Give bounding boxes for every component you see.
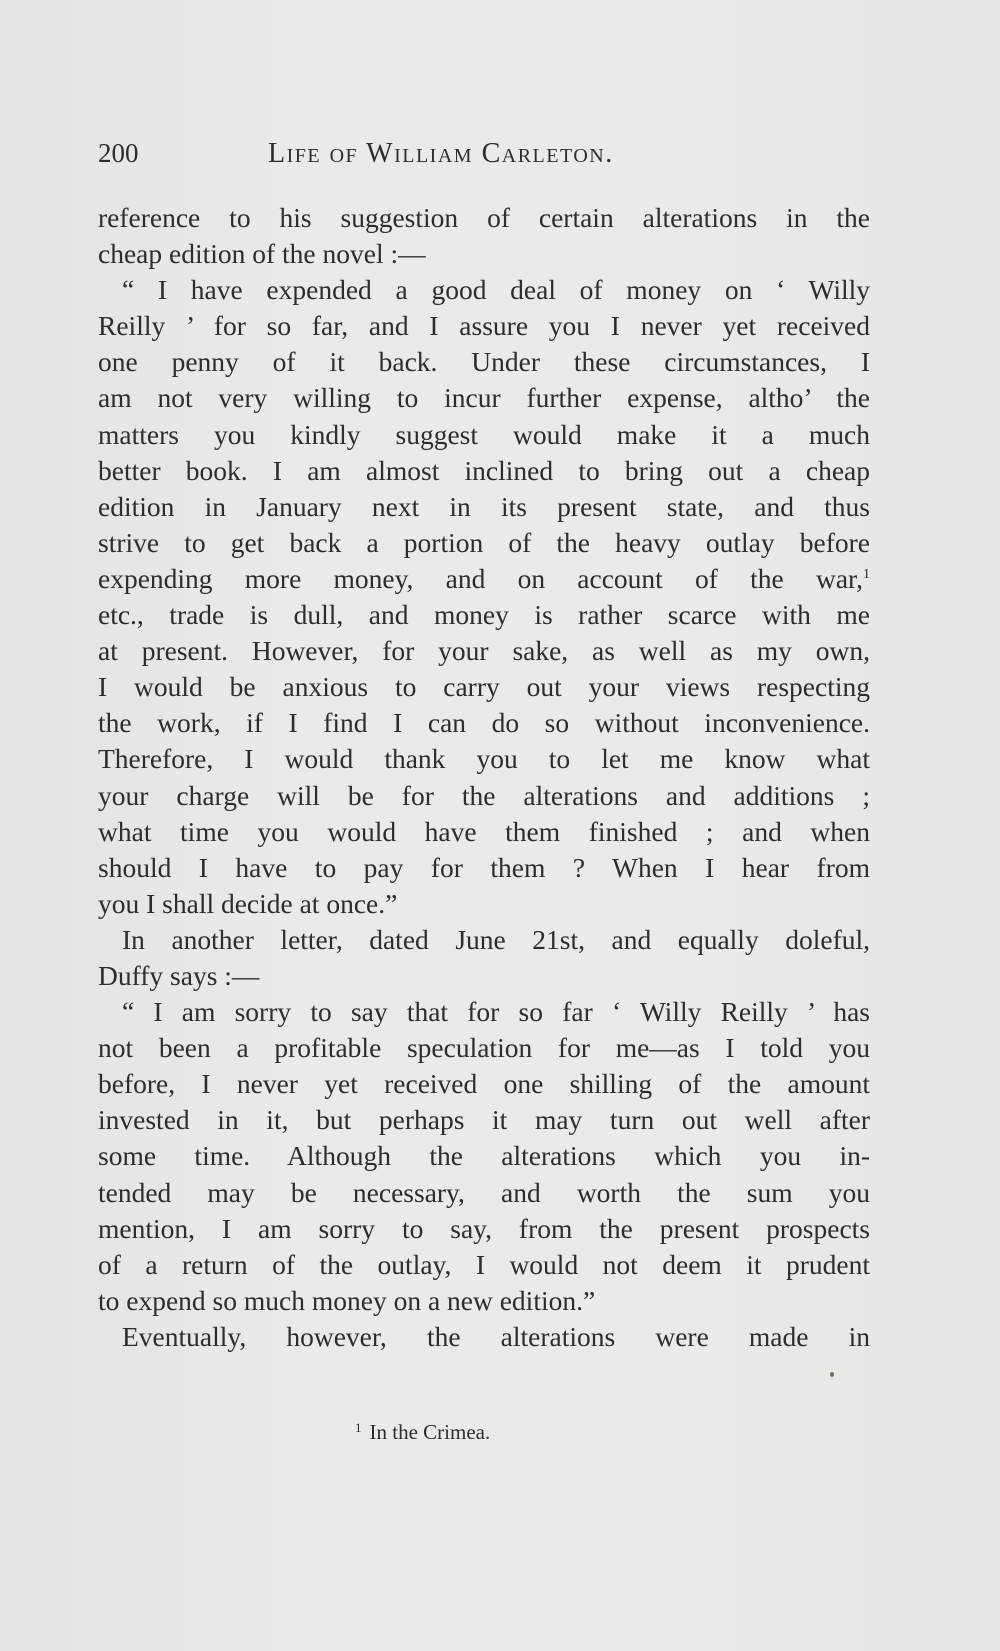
text-line: better book. I am almost inclined to bring out a cheap [98, 454, 870, 486]
running-title: Life of William Carleton. [268, 138, 614, 169]
text-line: am not very willing to incur further expense, altho’ the [98, 382, 870, 414]
text-line: Reilly ’ for so far, and I assure you I never yet received [98, 310, 870, 342]
text-line: not been a profitable speculation for me—as I told you [98, 1032, 870, 1064]
footnote [355, 1420, 490, 1445]
footnote-mark: 1 [355, 1420, 362, 1435]
text-line: of a return of the outlay, I would not deem it prudent [98, 1248, 870, 1280]
text-line-content: expending more money, and on account of the war, [98, 562, 863, 594]
text-line: invested in it, but perhaps it may turn out well after [98, 1104, 870, 1136]
text-line: to expend so much money on a new edition.” [98, 1284, 596, 1316]
text-line: should I have to pay for them ? When I hear from [98, 851, 870, 883]
text-line: edition in January next in its present state, and thus [98, 490, 870, 522]
text-line: strive to get back a portion of the heavy outlay before [98, 526, 870, 558]
text-line: your charge will be for the alterations and additions ; [98, 779, 870, 811]
text-line: Therefore, I would thank you to let me know what [98, 743, 870, 775]
page-number: 200 [98, 138, 139, 168]
text-line: before, I never yet received one shilling of the amount [98, 1068, 870, 1100]
text-line: some time. Although the alterations which you in- [98, 1140, 870, 1172]
text-line: you I shall decide at once.” [98, 887, 398, 919]
ink-speck [830, 1372, 834, 1377]
text-line: matters you kindly suggest would make it a much [98, 418, 870, 450]
text-line: Duffy says :— [98, 959, 260, 991]
text-line: “ I am sorry to say that for so far ‘ Willy Reilly ’ has [122, 996, 870, 1028]
text-line: etc., trade is dull, and money is rather scarce with me [98, 599, 870, 631]
text-line: Eventually, however, the alterations were made in [122, 1320, 870, 1352]
text-line: In another letter, dated June 21st, and equally doleful, [122, 923, 870, 955]
text-line: mention, I am sorry to say, from the present prospects [98, 1212, 870, 1244]
text-line: one penny of it back. Under these circumstances, I [98, 346, 870, 378]
text-line: the work, if I find I can do so without inconvenience. [98, 707, 870, 739]
text-line: cheap edition of the novel :— [98, 238, 426, 270]
body-text [98, 200, 870, 1355]
text-line: what time you would have them finished ; and when [98, 815, 870, 847]
text-line: at present. However, for your sake, as well as my own, [98, 635, 870, 667]
footnote-text: In the Crimea. [369, 1420, 491, 1444]
text-line: I would be anxious to carry out your views respecting [98, 671, 870, 703]
footnote-reference: 1 [863, 566, 870, 582]
text-line: tended may be necessary, and worth the sum you [98, 1176, 870, 1208]
text-line: “ I have expended a good deal of money on ‘ Willy [122, 274, 870, 306]
text-line: reference to his suggestion of certain alterations in the [98, 202, 870, 233]
text-line-with-footnote [98, 561, 870, 597]
